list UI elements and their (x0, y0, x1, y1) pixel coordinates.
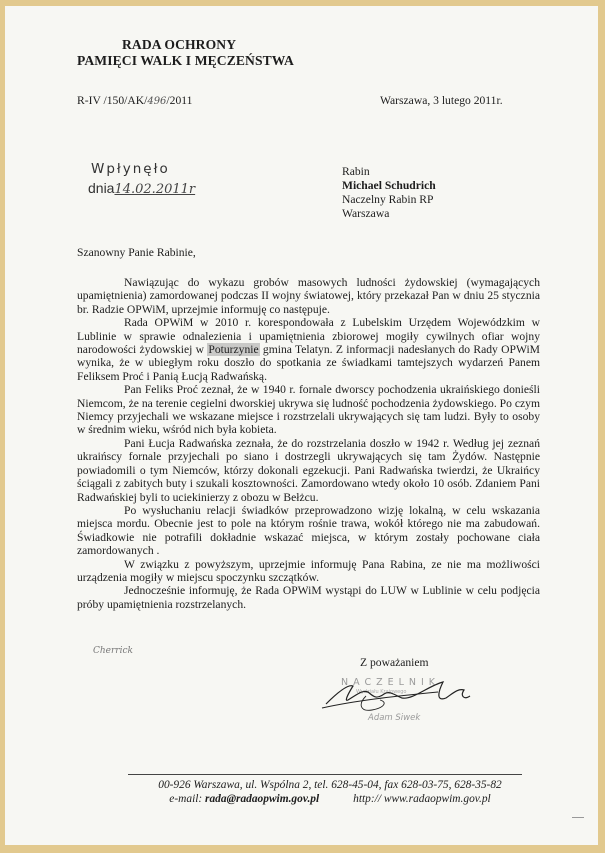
footer-divider (128, 774, 522, 775)
paragraph-2 (77, 316, 540, 383)
reference-number (77, 94, 192, 107)
reference-handwritten-number: 496 (147, 96, 167, 107)
signature-stamp-name: Adam Siwek (368, 713, 421, 723)
received-stamp-title: Wpłynęło (91, 161, 170, 177)
handwritten-note: Cherrick (93, 646, 133, 656)
scan-mark (572, 817, 584, 818)
recipient-name: Michael Schudrich (342, 179, 436, 192)
footer-website-link[interactable]: http:// www.radaopwim.gov.pl (353, 793, 491, 805)
signature-stamp-subtitle: Wydziału Krajowego (356, 689, 407, 695)
letterhead-line-1: RADA OCHRONY (122, 37, 237, 52)
handwritten-signature (318, 674, 488, 716)
date-line: Warszawa, 3 lutego 2011r. (380, 94, 503, 107)
paragraph-3: Pan Feliks Proć zeznał, że w 1940 r. fornale dworscy pochodzenia ukraińskiego donieśli Niemcom, że na terenie cegielni dworskiej ukrywa się ludność pochodzenia żydowskiego. Po czym Niemcy przyjechali we wskazane miejsce i rozstrzelali ukrywających się tam ludzi. Były to osoby w średnim wieku, wśród nich była kobieta. (77, 383, 540, 437)
footer-email-label: e-mail: (169, 793, 206, 805)
received-stamp-date (88, 180, 195, 198)
recipient-line-1: Rabin (342, 165, 370, 178)
recipient-title: Naczelny Rabin RP (342, 193, 434, 206)
footer-contact (120, 793, 540, 805)
letterhead-line-2: PAMIĘCI WALK I MĘCZEŃSTWA (77, 53, 294, 68)
paragraph-4: Pani Łucja Radwańska zeznała, że do rozstrzelania doszło w 1942 r. Według jej zeznań ukraińscy fornale przyjechali po siano i dostrzegli ukrywających się tam Żydów. Następnie powiadomili o tym Niemców, którzy dokonali egzekucji. Pani Radwańska twierdzi, że Ukraińcy ściągali z zabitych buty i szukali kosztowności. Zamordowano wtedy około 10 osób. Zdaniem Pani Radwańskiej byli to uciekinierzy z obozu w Bełżcu. (77, 436, 540, 504)
footer-address: 00-926 Warszawa, ul. Wspólna 2, tel. 628-45-04, fax 628-03-75, 628-35-82 (158, 779, 502, 791)
reference-suffix: /2011 (166, 94, 193, 107)
closing: Z poważaniem (360, 656, 429, 669)
paragraph-5: Po wysłuchaniu relacji świadków przeprowadzono wizję lokalną, w celu wskazania miejsca mordu. Obecnie jest to pole na którym rośnie trawa, wokół którego nie ma zabudowań. Świadkowie nie potrafili dokładnie wskazać miejsca, w którym zostały pochowane ciała zamordowanych . (77, 503, 540, 558)
recipient-city: Warszawa (342, 207, 390, 220)
paragraph-2-after: gmina Telatyn. Z informacji nadesłanych do Rady OPWiM wynika, że w ubiegłym roku doszło do spotkania ze świadkami tamtejszych wydarzeń Panem Feliksem Proć i Panią Łucją Radwańską. (77, 343, 540, 383)
reference-prefix: R-IV /150/AK/ (77, 94, 148, 107)
footer-email-link[interactable]: rada@radaopwim.gov.pl (205, 793, 320, 805)
paragraph-6: W związku z powyższym, uprzejmie informuję Pana Rabina, ze nie ma możliwości urządzenia mogiły w miejscu spoczynku szczątków. (77, 557, 540, 584)
paragraph-2-before: Rada OPWiM w 2010 r. korespondowała z Lubelskim Urzędem Wojewódzkim w Lublinie w sprawie odnalezienia i upamiętnienia zbiorowej mogiły cywilnych ofiar wojny narodowości żydowskiej w (77, 316, 540, 357)
paragraph-7: Jednocześnie informuję, że Rada OPWiM wystąpi do LUW w Lublinie w celu podjęcia próby upamiętnienia rozstrzelanych. (77, 584, 540, 611)
signature-stamp-title: NACZELNIK (341, 677, 441, 688)
received-stamp-date-label: dnia (88, 180, 115, 196)
paragraph-1: Nawiązując do wykazu grobów masowych ludności żydowskiej (wymagających upamiętnienia) zamordowanej podczas II wojny światowej, który przekazał Pan w dniu 25 stycznia br. Radzie OPWiM, uprzejmie informuję co następuje. (77, 276, 540, 316)
salutation: Szanowny Panie Rabinie, (77, 246, 196, 259)
highlighted-place-name: Poturzynie (208, 343, 259, 357)
received-stamp-date-value: 14.02.2011r (114, 182, 196, 197)
letter-body (77, 276, 540, 611)
